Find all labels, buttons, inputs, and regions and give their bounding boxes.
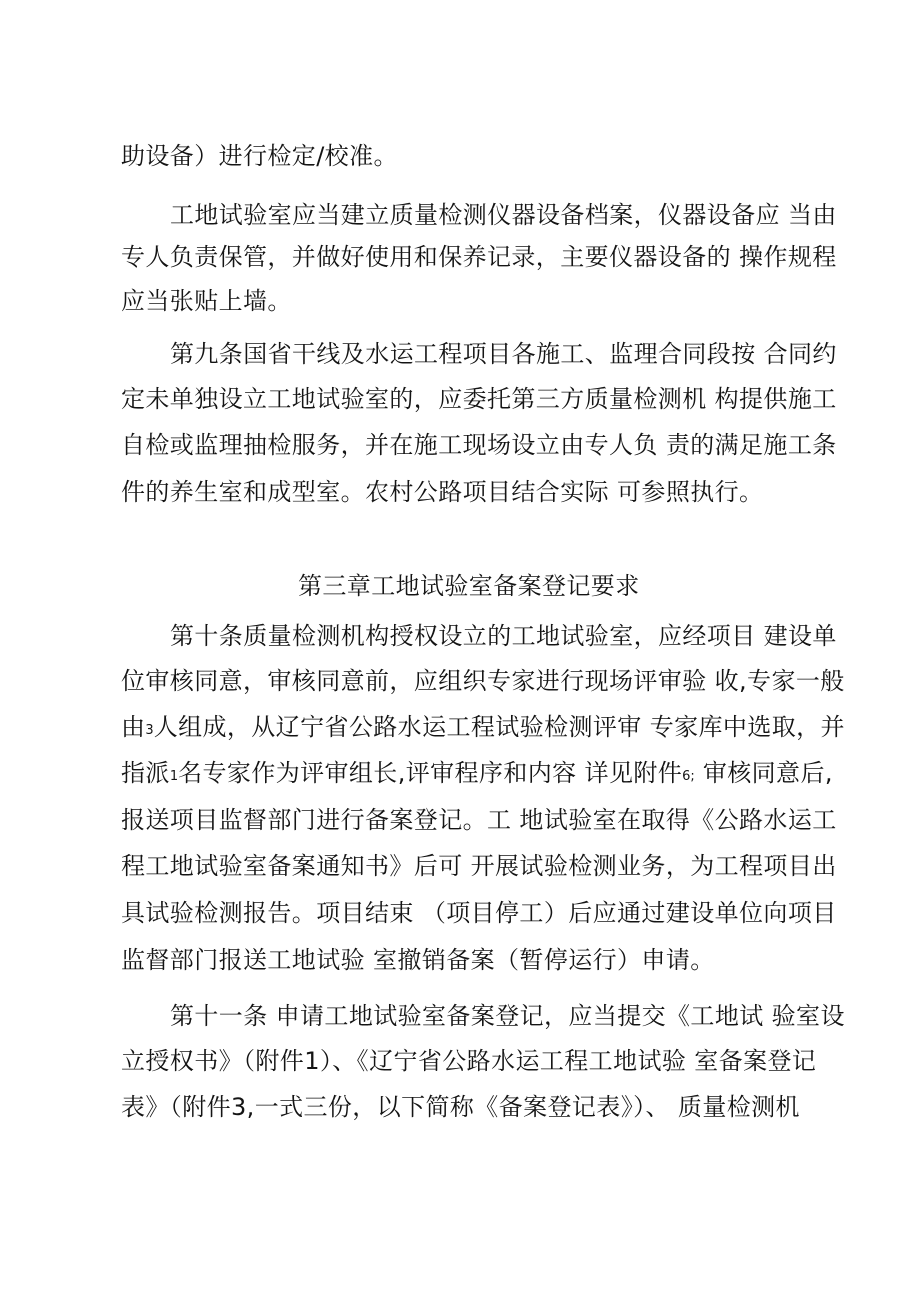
text-line: [121, 712, 845, 742]
text-line: 定未单独设立工地试验室的，应委托第三方质量检测机 构提供施工: [121, 385, 837, 413]
text-segment: 审核同意后,: [694, 759, 833, 787]
text-line: 自检或监理抽检服务，并在施工现场设立由专人负 责的满足施工条: [121, 431, 837, 459]
text-line: 程工地试验室备案通知书》后可 开展试验检测业务，为工程项目出: [121, 852, 837, 880]
inline-number: 6;: [682, 769, 695, 784]
text-segment: 人组成，从辽宁省公路水运工程试验检测评审 专家库中选取，并: [153, 713, 845, 741]
text-line: [121, 758, 833, 788]
text-line: 应当张贴上墙。: [121, 287, 292, 315]
chapter-heading: 第三章工地试验室备案登记要求: [298, 572, 640, 600]
text-segment: 名专家作为评审组长,评审程序和内容 详见附件: [178, 759, 683, 787]
text-line: 第十一条 申请工地试验室备案登记，应当提交《工地试 验室设: [170, 1002, 845, 1030]
text-line: 第九条国省干线及水运工程项目各施工、监理合同段按 合同约: [170, 340, 837, 368]
text-line: 具试验检测报告。项目结束 （项目停工）后应通过建设单位向项目: [121, 899, 837, 927]
text-segment: 由: [121, 713, 146, 741]
text-line: 件的养生室和成型室。农村公路项目结合实际 可参照执行。: [121, 478, 764, 506]
text-line: 专人负责保管，并做好使用和保养记录，主要仪器设备的 操作规程: [121, 243, 837, 271]
inline-number: 1: [169, 769, 179, 784]
text-line: 报送项目监督部门进行备案登记。工 地试验室在取得《公路水运工: [121, 806, 837, 834]
text-line: 监督部门报送工地试验 室撤销备案（暂停运行）申请。: [121, 946, 715, 974]
inline-number: 3: [145, 723, 154, 738]
text-segment: 指派: [121, 759, 170, 787]
text-line: 第十条质量检测机构授权设立的工地试验室，应经项目 建设单: [170, 622, 837, 650]
text-line: 工地试验室应当建立质量检测仪器设备档案，仪器设备应 当由: [170, 201, 837, 229]
text-line: 位审核同意，审核同意前，应组织专家进行现场评审验 收,专家一般: [121, 667, 845, 695]
text-line: 立授权书》（附件1）、《辽宁省公路水运工程工地试验 室备案登记: [121, 1047, 817, 1075]
text-line: 表》（附件3,一式三份，以下简称《备案登记表》）、 质量检测机: [121, 1093, 800, 1121]
text-line: 助设备）进行检定/校准。: [121, 142, 398, 170]
